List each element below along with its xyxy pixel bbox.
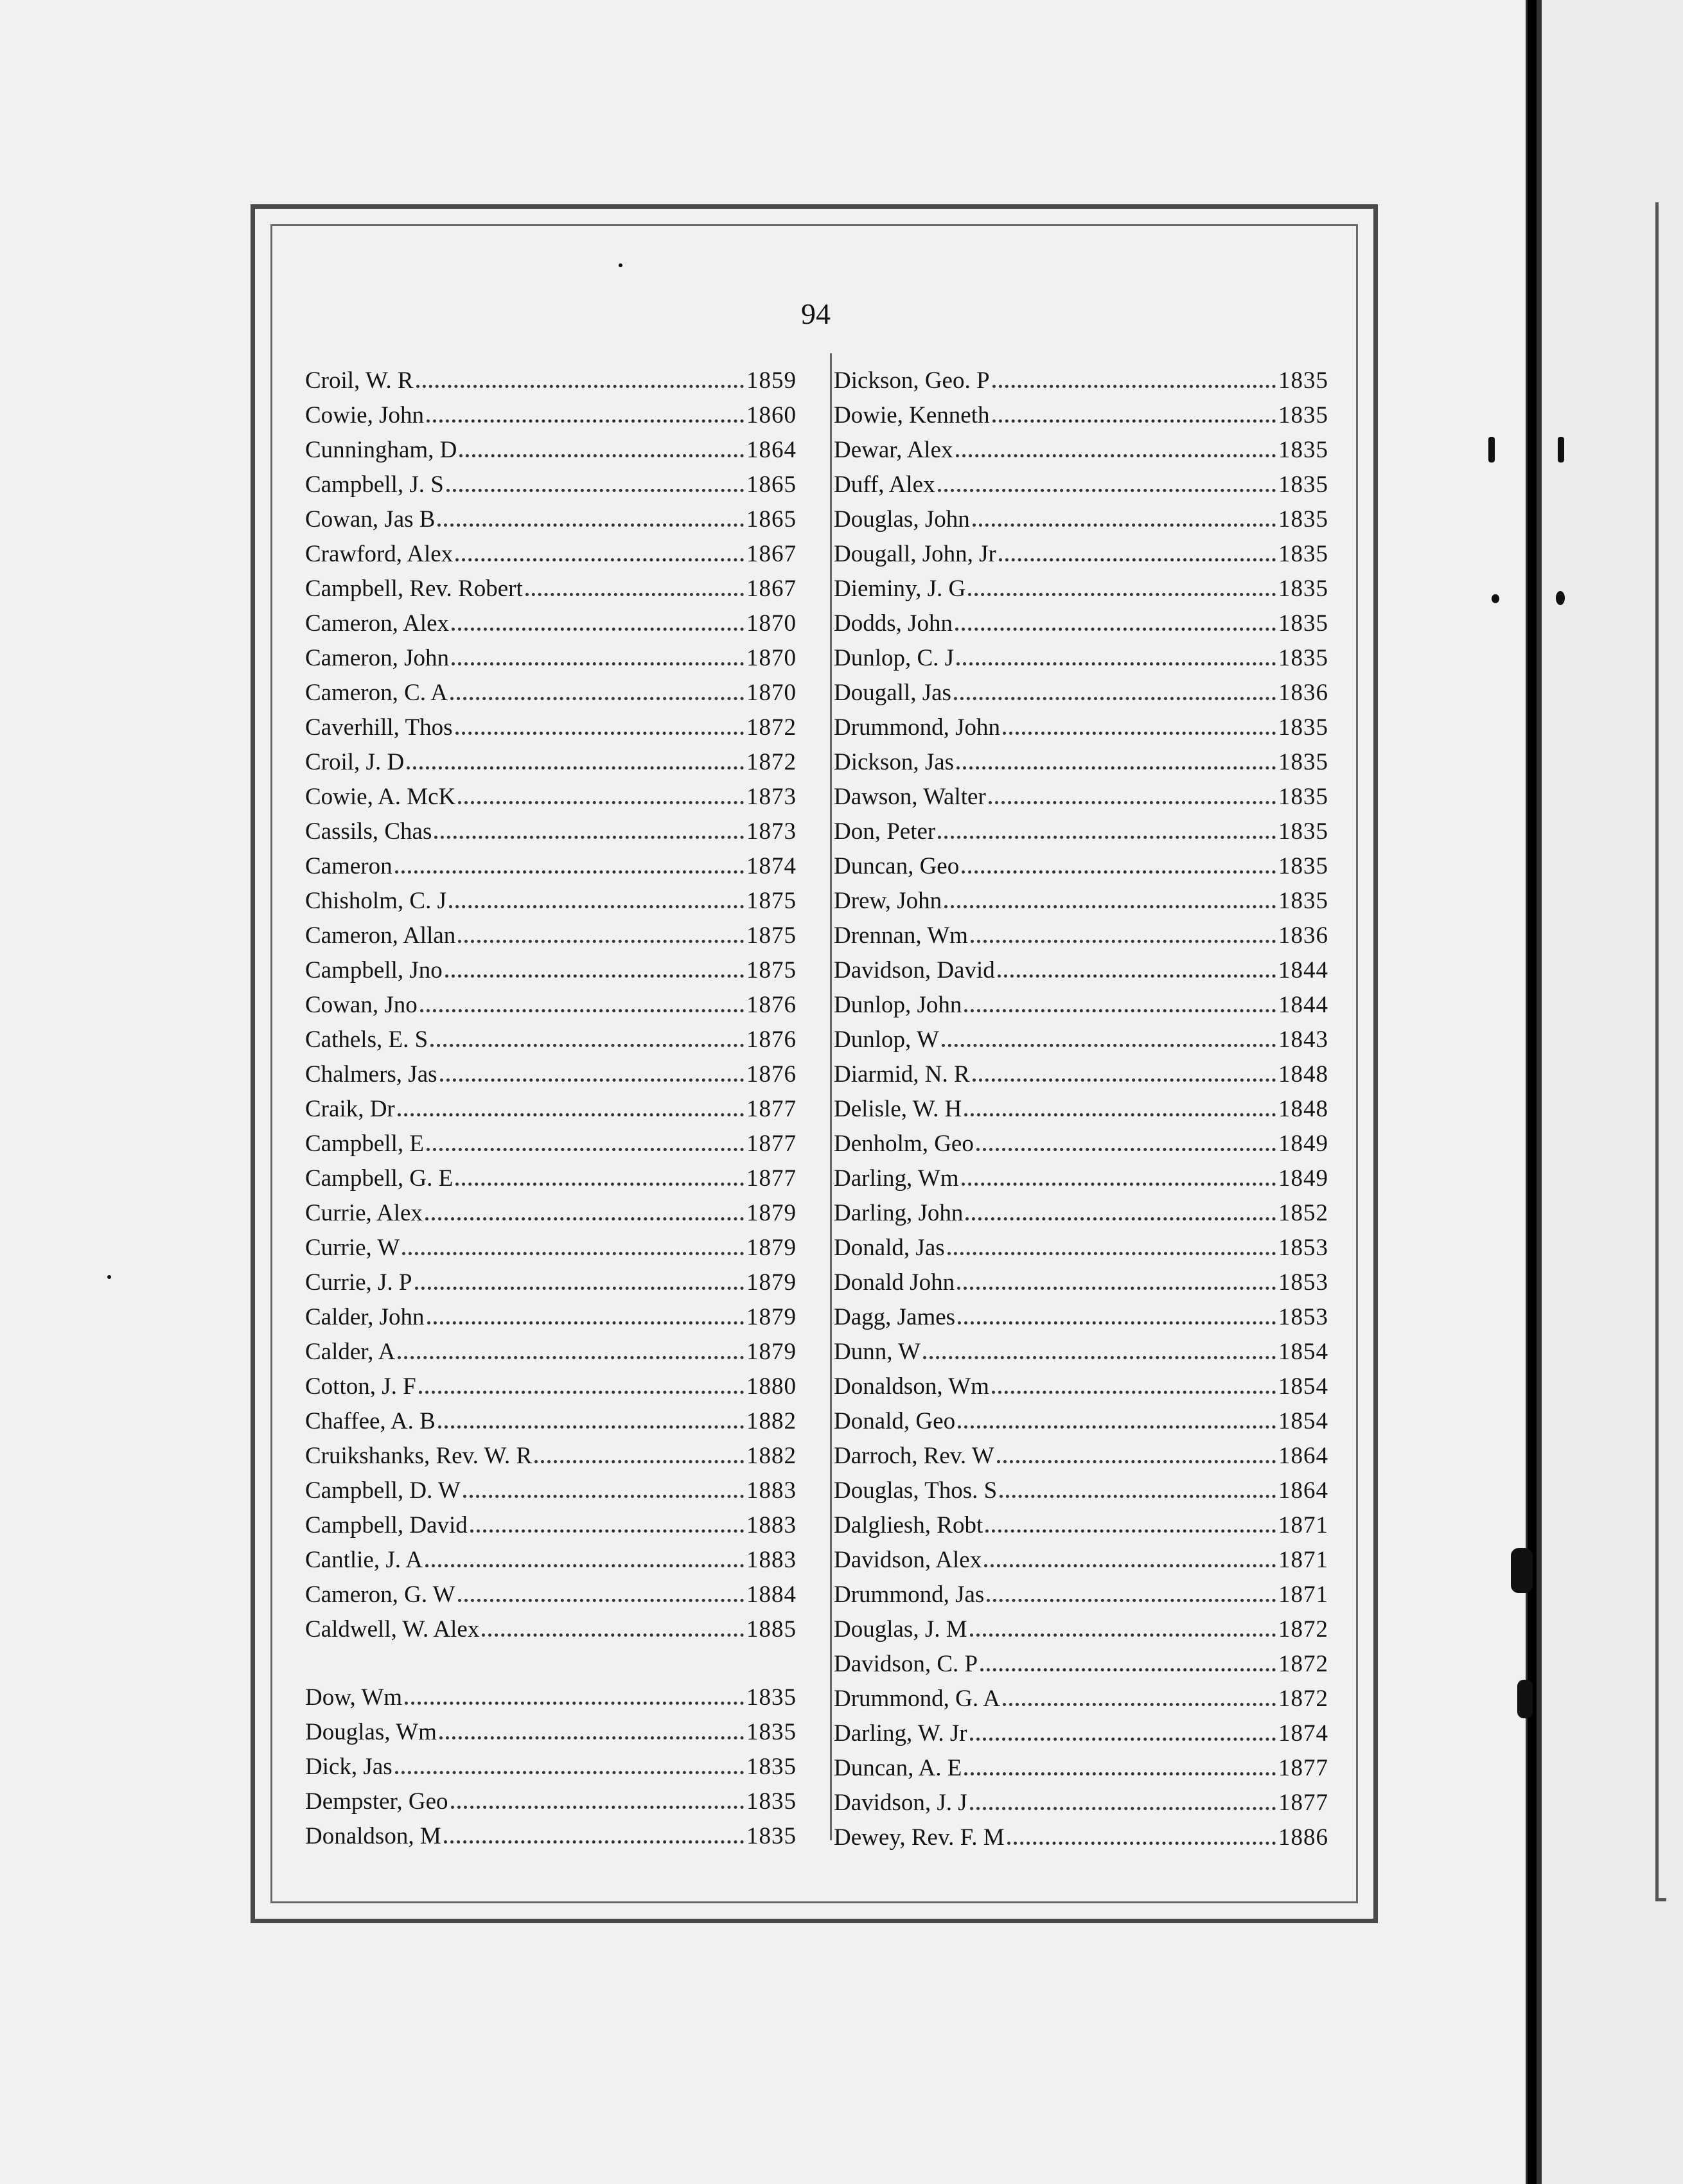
- dot-leader: [992, 350, 1276, 388]
- member-year: 1835: [1278, 437, 1328, 463]
- member-year: 1860: [746, 402, 797, 428]
- member-name: Cowan, Jas B: [305, 506, 436, 533]
- member-year: 1883: [746, 1477, 797, 1504]
- member-name: Campbell, J. S: [305, 471, 444, 498]
- member-name: Dick, Jas: [305, 1754, 392, 1780]
- member-year: 1884: [746, 1581, 797, 1608]
- member-name: Craik, Dr: [305, 1096, 395, 1122]
- member-name: Cunningham, D: [305, 437, 457, 463]
- dot-leader: [968, 558, 1276, 596]
- member-name: Dempster, Geo: [305, 1788, 448, 1815]
- dot-leader: [445, 940, 744, 978]
- member-name: Dowie, Kenneth: [834, 402, 990, 428]
- member-year: 1880: [746, 1373, 797, 1400]
- dot-leader: [525, 558, 744, 596]
- member-name: Calder, John: [305, 1304, 425, 1330]
- member-year: 1867: [746, 541, 797, 567]
- dot-leader: [398, 1321, 744, 1359]
- dot-leader: [450, 662, 744, 700]
- member-name: Donaldson, Wm: [834, 1373, 989, 1400]
- member-year: 1864: [1278, 1477, 1328, 1504]
- member-name: Douglas, Thos. S: [834, 1477, 998, 1504]
- member-name: Drennan, Wm: [834, 922, 968, 949]
- member-year: 1885: [746, 1616, 797, 1642]
- member-name: Cowie, A. McK: [305, 784, 456, 810]
- member-year: 1853: [1278, 1235, 1328, 1261]
- member-name: Campbell, G. E: [305, 1165, 454, 1192]
- member-name: Dickson, Geo. P: [834, 367, 990, 394]
- member-name: Caverhill, Thos: [305, 714, 453, 741]
- dot-leader: [458, 766, 744, 804]
- member-year: 1854: [1278, 1339, 1328, 1365]
- member-year: 1877: [1278, 1790, 1328, 1816]
- member-name: Drummond, G. A: [834, 1686, 1000, 1712]
- dot-leader: [989, 766, 1276, 804]
- member-year: 1864: [746, 437, 797, 463]
- dot-leader: [942, 1009, 1276, 1047]
- member-name: Dieminy, J. G: [834, 576, 966, 602]
- dot-leader: [971, 905, 1276, 943]
- dot-leader: [956, 732, 1276, 770]
- dot-leader: [958, 1391, 1276, 1429]
- dot-leader: [395, 836, 744, 874]
- dot-leader: [956, 628, 1276, 665]
- member-name: Currie, Alex: [305, 1200, 423, 1226]
- dot-leader: [954, 662, 1276, 700]
- dot-leader: [957, 1252, 1276, 1290]
- dot-leader: [458, 905, 744, 943]
- member-year: 1836: [1278, 680, 1328, 706]
- right-column: [834, 350, 1328, 1851]
- member-name: Cameron, G. W: [305, 1581, 455, 1608]
- member-name: Dalgliesh, Robt: [834, 1512, 983, 1538]
- member-name: Drew, John: [834, 888, 942, 914]
- ink-speck: [1511, 1548, 1533, 1593]
- dot-leader: [1007, 1807, 1276, 1845]
- member-name: Croil, J. D: [305, 749, 405, 775]
- member-name: Douglas, John: [834, 506, 970, 533]
- member-year: 1849: [1278, 1165, 1328, 1192]
- dot-leader: [420, 974, 744, 1012]
- member-year: 1879: [746, 1235, 797, 1261]
- member-name: Cowan, Jno: [305, 992, 418, 1018]
- member-name: Chaffee, A. B: [305, 1408, 436, 1434]
- dot-leader: [446, 454, 744, 492]
- member-name: Currie, J. P: [305, 1269, 412, 1296]
- member-year: 1835: [1278, 402, 1328, 428]
- member-year: 1835: [1278, 576, 1328, 602]
- dot-leader: [415, 1252, 745, 1290]
- member-name: Duncan, A. E: [834, 1755, 962, 1781]
- member-name: Dunn, W: [834, 1339, 921, 1365]
- dot-leader: [470, 1495, 744, 1533]
- member-name: Davidson, C. P: [834, 1651, 978, 1677]
- member-name: Cameron, John: [305, 645, 450, 671]
- dot-leader: [970, 1703, 1276, 1741]
- dot-leader: [395, 1736, 744, 1774]
- ink-speck: [1517, 1680, 1533, 1718]
- dot-leader: [449, 870, 744, 908]
- member-year: 1835: [1278, 541, 1328, 567]
- member-year: 1848: [1278, 1061, 1328, 1088]
- member-name: Drummond, Jas: [834, 1581, 985, 1608]
- member-year: 1864: [1278, 1443, 1328, 1469]
- dot-leader: [1003, 1668, 1276, 1706]
- member-year: 1872: [1278, 1686, 1328, 1712]
- dot-leader: [958, 1287, 1276, 1325]
- member-name: Darroch, Rev. W: [834, 1443, 994, 1469]
- member-name: Duncan, Geo: [834, 853, 960, 879]
- member-year: 1870: [746, 610, 797, 637]
- member-name: Donaldson, M: [305, 1823, 441, 1849]
- member-name: Davidson, J. J: [834, 1790, 967, 1816]
- member-year: 1849: [1278, 1131, 1328, 1157]
- member-year: 1883: [746, 1512, 797, 1538]
- member-year: 1879: [746, 1304, 797, 1330]
- left-group-c-names: [305, 350, 797, 1642]
- member-name: Dawson, Walter: [834, 784, 986, 810]
- member-name: Douglas, Wm: [305, 1719, 437, 1745]
- dot-leader: [947, 1217, 1276, 1255]
- dot-leader: [964, 1079, 1276, 1116]
- dot-leader: [938, 454, 1276, 492]
- dot-leader: [407, 732, 744, 770]
- member-year: 1865: [746, 506, 797, 533]
- member-year: 1882: [746, 1443, 797, 1469]
- member-year: 1877: [1278, 1755, 1328, 1781]
- member-name: Dougall, Jas: [834, 680, 951, 706]
- member-name: Cassils, Chas: [305, 818, 432, 845]
- dot-leader: [455, 1148, 744, 1186]
- member-name: Cotton, J. F: [305, 1373, 416, 1400]
- member-year: 1882: [746, 1408, 797, 1434]
- member-year: 1844: [1278, 957, 1328, 983]
- member-name: Dewar, Alex: [834, 437, 953, 463]
- dot-leader: [444, 1806, 744, 1844]
- member-year: 1872: [1278, 1651, 1328, 1677]
- member-year: 1835: [1278, 610, 1328, 637]
- dot-leader: [970, 1599, 1276, 1637]
- member-name: Cruikshanks, Rev. W. R: [305, 1443, 533, 1469]
- member-name: Donald John: [834, 1269, 955, 1296]
- member-year: 1870: [746, 680, 797, 706]
- member-year: 1871: [1278, 1581, 1328, 1608]
- dot-leader: [944, 870, 1276, 908]
- member-name: Donald, Jas: [834, 1235, 945, 1261]
- member-year: 1875: [746, 957, 797, 983]
- member-name: Davidson, David: [834, 957, 995, 983]
- member-year: 1835: [746, 1823, 797, 1849]
- member-year: 1835: [1278, 818, 1328, 845]
- member-year: 1873: [746, 818, 797, 845]
- member-year: 1867: [746, 576, 797, 602]
- dot-leader: [973, 489, 1276, 527]
- dot-leader: [964, 1738, 1276, 1775]
- member-year: 1883: [746, 1547, 797, 1573]
- member-entry: [834, 350, 1328, 394]
- member-year: 1853: [1278, 1304, 1328, 1330]
- dot-leader: [416, 350, 744, 388]
- dot-leader: [976, 1113, 1276, 1151]
- member-name: Cantlie, J. A: [305, 1547, 423, 1573]
- dot-leader: [984, 1529, 1276, 1567]
- column-divider: [830, 353, 832, 1840]
- page-number: 94: [801, 297, 831, 330]
- dot-leader: [973, 1044, 1276, 1082]
- member-year: 1835: [1278, 645, 1328, 671]
- member-year: 1835: [746, 1754, 797, 1780]
- member-year: 1876: [746, 992, 797, 1018]
- ink-speck: [1488, 437, 1495, 462]
- member-year: 1879: [746, 1269, 797, 1296]
- member-year: 1854: [1278, 1373, 1328, 1400]
- member-name: Cameron, Allan: [305, 922, 456, 949]
- member-name: Dodds, John: [834, 610, 953, 637]
- member-year: 1872: [1278, 1616, 1328, 1642]
- ink-speck: [1556, 591, 1565, 605]
- dot-leader: [405, 1667, 744, 1705]
- member-year: 1877: [746, 1165, 797, 1192]
- member-year: 1835: [746, 1788, 797, 1815]
- member-year: 1835: [1278, 714, 1328, 741]
- member-name: Diarmid, N. R: [834, 1061, 970, 1088]
- left-group-d-names: [305, 1667, 797, 1849]
- dot-leader: [430, 1009, 744, 1047]
- member-name: Delisle, W. H: [834, 1096, 962, 1122]
- member-year: 1879: [746, 1200, 797, 1226]
- dot-leader: [434, 801, 744, 839]
- member-name: Cathels, E. S: [305, 1026, 428, 1053]
- dot-leader: [455, 524, 744, 561]
- dot-leader: [938, 801, 1276, 839]
- dot-leader: [987, 1564, 1276, 1602]
- member-year: 1886: [1278, 1824, 1328, 1851]
- facing-page-border: [1655, 202, 1666, 1901]
- dot-leader: [992, 385, 1276, 423]
- member-name: Caldwell, W. Alex: [305, 1616, 480, 1642]
- right-group-d-names: [834, 350, 1328, 1851]
- member-year: 1852: [1278, 1200, 1328, 1226]
- dot-leader: [962, 836, 1276, 874]
- dot-leader: [427, 1287, 744, 1325]
- dot-leader: [1000, 1460, 1276, 1498]
- member-name: Darling, Wm: [834, 1165, 959, 1192]
- member-year: 1853: [1278, 1269, 1328, 1296]
- member-name: Cowie, John: [305, 402, 424, 428]
- dot-leader: [427, 385, 744, 423]
- dot-leader: [965, 1183, 1276, 1220]
- member-entry: [305, 350, 797, 394]
- member-year: 1871: [1278, 1547, 1328, 1573]
- dot-leader: [458, 1564, 744, 1602]
- member-name: Campbell, E: [305, 1131, 424, 1157]
- member-name: Cameron, C. A: [305, 680, 448, 706]
- member-year: 1877: [746, 1096, 797, 1122]
- member-year: 1870: [746, 645, 797, 671]
- member-year: 1875: [746, 888, 797, 914]
- member-year: 1854: [1278, 1408, 1328, 1434]
- member-year: 1876: [746, 1026, 797, 1053]
- dot-leader: [980, 1634, 1276, 1671]
- ink-speck: [1492, 594, 1499, 603]
- facing-page-edge: [1537, 0, 1683, 2184]
- member-year: 1872: [746, 749, 797, 775]
- member-name: Dow, Wm: [305, 1684, 403, 1711]
- member-name: Dougall, John, Jr: [834, 541, 996, 567]
- member-year: 1835: [1278, 471, 1328, 498]
- member-name: Chalmers, Jas: [305, 1061, 437, 1088]
- member-name: Dunlop, W: [834, 1026, 939, 1053]
- dot-leader: [970, 1772, 1276, 1810]
- member-name: Currie, W: [305, 1235, 400, 1261]
- member-name: Campbell, David: [305, 1512, 468, 1538]
- member-name: Douglas, J. M: [834, 1616, 967, 1642]
- member-name: Dagg, James: [834, 1304, 956, 1330]
- member-name: Chisholm, C. J: [305, 888, 446, 914]
- member-name: Campbell, Jno: [305, 957, 443, 983]
- dot-leader: [455, 697, 744, 735]
- member-year: 1835: [1278, 749, 1328, 775]
- dot-leader: [437, 489, 744, 527]
- member-name: Duff, Alex: [834, 471, 935, 498]
- member-year: 1874: [1278, 1720, 1328, 1747]
- member-year: 1865: [746, 471, 797, 498]
- member-name: Dickson, Jas: [834, 749, 955, 775]
- member-year: 1835: [1278, 888, 1328, 914]
- member-name: Drummond, John: [834, 714, 1000, 741]
- dot-leader: [985, 1495, 1276, 1533]
- dot-leader: [452, 628, 744, 665]
- dot-leader: [439, 1702, 744, 1739]
- member-year: 1873: [746, 784, 797, 810]
- member-name: Dewey, Rev. F. M: [834, 1824, 1005, 1851]
- member-name: Dunlop, C. J: [834, 645, 955, 671]
- member-year: 1835: [746, 1684, 797, 1711]
- dot-leader: [992, 1356, 1276, 1394]
- dot-leader: [923, 1321, 1276, 1359]
- member-name: Darling, W. Jr: [834, 1720, 967, 1747]
- member-name: Cameron, Alex: [305, 610, 450, 637]
- member-year: 1877: [746, 1131, 797, 1157]
- member-year: 1879: [746, 1339, 797, 1365]
- member-year: 1876: [746, 1061, 797, 1088]
- dot-leader: [438, 1391, 744, 1429]
- member-name: Davidson, Alex: [834, 1547, 982, 1573]
- member-name: Donald, Geo: [834, 1408, 956, 1434]
- member-year: 1874: [746, 853, 797, 879]
- dot-leader: [459, 419, 744, 457]
- dot-leader: [463, 1460, 744, 1498]
- dot-leader: [1003, 697, 1276, 735]
- member-year: 1843: [1278, 1026, 1328, 1053]
- dot-leader: [534, 1425, 744, 1463]
- member-name: Dunlop, John: [834, 992, 962, 1018]
- member-year: 1835: [1278, 853, 1328, 879]
- member-entry: [305, 1667, 797, 1711]
- dot-leader: [427, 1113, 744, 1151]
- member-year: 1836: [1278, 922, 1328, 949]
- member-year: 1875: [746, 922, 797, 949]
- dot-leader: [425, 1183, 744, 1220]
- member-name: Calder, A: [305, 1339, 396, 1365]
- member-name: Croil, W. R: [305, 367, 414, 394]
- member-year: 1848: [1278, 1096, 1328, 1122]
- dot-leader: [998, 940, 1276, 978]
- left-column: [305, 350, 797, 1849]
- dot-leader: [440, 1044, 744, 1082]
- member-name: Darling, John: [834, 1200, 964, 1226]
- member-year: 1859: [746, 367, 797, 394]
- dot-leader: [452, 593, 744, 631]
- member-year: 1835: [746, 1719, 797, 1745]
- dot-leader: [419, 1356, 744, 1394]
- dot-leader: [999, 524, 1276, 561]
- dot-leader: [964, 974, 1276, 1012]
- dot-leader: [398, 1079, 744, 1116]
- dot-leader: [962, 1148, 1276, 1186]
- member-year: 1872: [746, 714, 797, 741]
- dot-leader: [482, 1599, 744, 1637]
- member-name: Denholm, Geo: [834, 1131, 974, 1157]
- ink-speck: [107, 1275, 111, 1279]
- member-year: 1871: [1278, 1512, 1328, 1538]
- member-name: Don, Peter: [834, 818, 936, 845]
- ink-speck: [619, 263, 622, 267]
- dot-leader: [956, 419, 1276, 457]
- dot-leader: [451, 1771, 744, 1809]
- dot-leader: [955, 593, 1276, 631]
- member-year: 1835: [1278, 506, 1328, 533]
- member-year: 1835: [1278, 784, 1328, 810]
- dot-leader: [997, 1425, 1276, 1463]
- member-year: 1835: [1278, 367, 1328, 394]
- member-name: Campbell, D. W: [305, 1477, 461, 1504]
- ink-speck: [1558, 437, 1564, 462]
- dot-leader: [402, 1217, 744, 1255]
- member-name: Cameron: [305, 853, 392, 879]
- dot-leader: [425, 1529, 744, 1567]
- page-gutter-line: [1537, 0, 1542, 2184]
- member-year: 1844: [1278, 992, 1328, 1018]
- member-name: Campbell, Rev. Robert: [305, 576, 523, 602]
- member-name: Crawford, Alex: [305, 541, 454, 567]
